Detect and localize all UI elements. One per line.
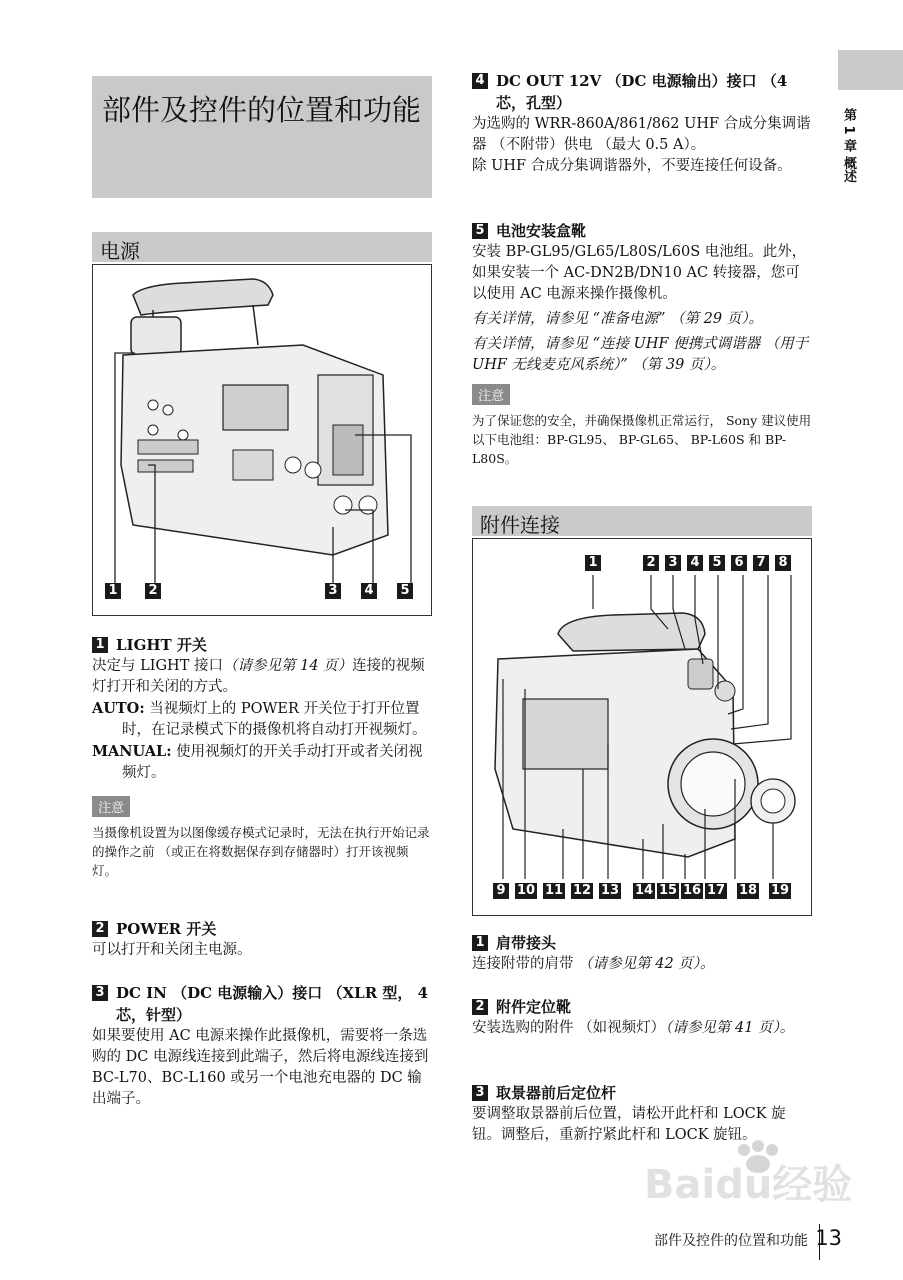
item-number: 1 [472,935,488,951]
battery-shoe-item [472,220,812,468]
item-number: 1 [92,637,108,653]
item-body: 连接附带的肩带 （请参见第 42 页）。 [472,956,715,972]
item-body: 要调整取景器前后位置，请松开此杆和 LOCK 旋钮。调整后，重新拧紧此杆和 LOCK 旋钮。 [472,1106,786,1143]
footer-section-label: 部件及控件的位置和功能 [654,1233,808,1249]
figure-label: 17 [706,883,726,898]
camera-side-illustration [93,265,432,616]
power-section-header [92,232,432,262]
figure-label: 6 [731,555,747,571]
page-title: 部件及控件的位置和功能 [102,93,422,127]
figure-label: 5 [397,583,413,599]
item-title: LIGHT 开关 [116,636,207,654]
item-body: 安装 BP-GL95/GL65/L80S/L60S 电池组。此外，如果安装一个 AC-DN2B/DN10 AC 转接器，您可以使用 AC 电源来操作摄像机。 [472,244,807,302]
auto-description: AUTO: 当视频灯上的 POWER 开关位于打开位置时，在记录模式下的摄像机将自动打开视频灯。 [92,700,427,738]
figure-label: 3 [325,583,341,599]
shoulder-strap-item [472,932,812,975]
figure-label: 2 [643,555,659,571]
page-title-box [92,76,432,198]
figure-label: 13 [600,883,620,898]
page-footer [560,1224,890,1264]
manual-description: MANUAL: 使用视频灯的开关手动打开或者关闭视频灯。 [92,743,423,781]
item-title: 取景器前后定位杆 [496,1084,617,1102]
item-title: 肩带接头 [496,934,557,952]
note-text: 当摄像机设置为以图像缓存模式记录时，无法在执行开始记录的操作之前 （或正在将数据保存到存储器时）打开该视频灯。 [92,825,430,878]
reference-text: 有关详情，请参见 “连接 UHF 便携式调谐器 （用于 UHF 无线麦克风系统）” （第 39 页）。 [472,336,809,373]
item-body: 可以打开和关闭主电源。 [92,942,252,958]
item-number: 4 [472,73,488,89]
accessories-figure-label-top-b [643,555,797,571]
page-number: 13 [815,1226,842,1250]
accessories-figure-label-bottom-a [493,883,627,899]
item-title: POWER 开关 [116,920,217,938]
figure-label: 18 [738,883,758,898]
accessories-figure-label-bottom-b [633,883,797,899]
item-title: 附件定位靴 [496,998,572,1016]
power-figure-label-group-b [325,583,419,599]
item-title: 电池安装盒靴 [496,222,587,240]
dc-out-item [472,70,812,177]
viewfinder-lever-item [472,1082,812,1146]
figure-label: 4 [361,583,377,599]
figure-label: 12 [572,883,592,898]
figure-label: 11 [544,883,564,898]
item-title: DC OUT 12V （DC 电源输出）接口 （4 芯，孔型） [496,72,788,112]
item-number: 2 [472,999,488,1015]
note-badge: 注意 [472,384,510,405]
figure-label: 3 [665,555,681,571]
figure-label: 4 [687,555,703,571]
power-section-title: 电源 [100,239,140,263]
power-figure-label-group-a [105,583,167,599]
item-number: 5 [472,223,488,239]
item-body: 安装选购的附件 （如视频灯）（请参见第 41 页）。 [472,1020,795,1036]
figure-label: 1 [585,555,601,571]
figure-label: 19 [770,883,790,898]
figure-label: 15 [658,883,678,898]
accessories-section-title: 附件连接 [480,513,560,537]
figure-label: 7 [753,555,769,571]
figure-label: 5 [709,555,725,571]
camera-front-illustration [473,539,812,916]
item-body: 除 UHF 合成分集调谐器外，不要连接任何设备。 [472,158,792,174]
note-badge: 注意 [92,796,130,817]
item-number: 3 [472,1085,488,1101]
item-body: 为选购的 WRR-860A/861/862 UHF 合成分集调谐器 （不附带）供电 （最大 0.5 A）。 [472,116,811,153]
light-switch-item [92,634,432,880]
accessories-figure [472,538,812,916]
note-text: 为了保证您的安全，并确保摄像机正常运行， Sony 建议使用以下电池组：BP-GL95、 BP-GL65、 BP-L60S 和 BP-L80S。 [472,413,812,466]
figure-label: 10 [516,883,536,898]
figure-label: 8 [775,555,791,571]
figure-label: 1 [105,583,121,599]
baidu-watermark-logo [640,1140,860,1220]
reference-text: 有关详情，请参见 “准备电源” （第 29 页）。 [472,311,763,327]
figure-label: 14 [634,883,654,898]
accessory-shoe-item [472,996,812,1039]
accessories-figure-label-top-a [585,555,607,571]
dc-in-item [92,982,432,1110]
figure-label: 9 [493,883,509,899]
power-switch-item [92,918,432,961]
accessories-section-header [472,506,812,536]
item-number: 2 [92,921,108,937]
item-body: 决定与 LIGHT 接口（请参见第 14 页）连接的视频灯打开和关闭的方式。 [92,658,425,695]
item-body: 如果要使用 AC 电源来操作此摄像机，需要将一条选购的 DC 电源线连接到此端子，然后将电源线连接到 BC-L70、BC-L160 或另一个电池充电器的 DC 输出端子。 [92,1028,429,1107]
figure-label: 16 [682,883,702,898]
svg-text:Baidu经验: Baidu经验 [644,1162,853,1208]
chapter-tab [838,50,903,90]
item-number: 3 [92,985,108,1001]
power-figure [92,264,432,616]
chapter-tab-label: 第 1 章 概述 [841,108,856,183]
figure-label: 2 [145,583,161,599]
item-title: DC IN （DC 电源输入）接口 （XLR 型， 4 芯，针型） [116,984,429,1024]
